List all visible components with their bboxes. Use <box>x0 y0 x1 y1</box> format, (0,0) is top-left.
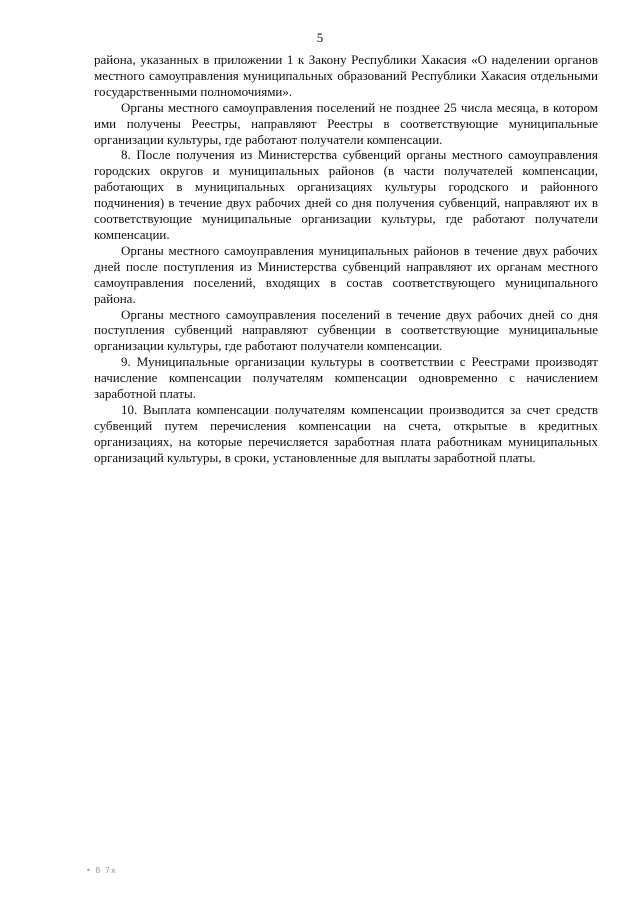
footer-scan-mark: • 8 7х <box>86 866 117 875</box>
paragraph-item-8: 8. После получения из Министерства субвенций органы местного самоуправления городских округов и муниципальных районов (в части получателей компенсации, работающих в муниципальных организациях культуры городского и районного подчинения) в течение двух рабочих дней со дня получения субвенций, направляют их в соответствующие муниципальные организации культуры, где работают получатели компенсации. <box>94 147 598 242</box>
paragraph-item-9: 9. Муниципальные организации культуры в соответствии с Реестрами производят начисление компенсации получателям компенсации одновременно с начислением заработной платы. <box>94 354 598 402</box>
paragraph-settlements-registers: Органы местного самоуправления поселений не позднее 25 числа месяца, в котором ими получены Реестры, направляют Реестры в соответствующие муниципальные организации культуры, где работают получатели компенсации. <box>94 99 598 147</box>
paragraph-item-10: 10. Выплата компенсации получателям компенсации производится за счет средств субвенций путем перечисления компенсации на счета, открытые в кредитных организациях, на которые перечисляется заработная плата работникам муниципальных организаций культуры, в сроки, установленные для выплаты заработной платы. <box>94 401 598 465</box>
paragraph-settlements-subventions: Органы местного самоуправления поселений в течение двух рабочих дней со дня поступления субвенций направляют субвенции в соответствующие муниципальные организации культуры, где работают получатели компенсации. <box>94 306 598 354</box>
page-number: 5 <box>316 30 324 45</box>
paragraph-continuation: района, указанных в приложении 1 к Закону Республики Хакасия «О наделении органов местного самоуправления муниципальных образований Республики Хакасия отдельными государственными полномочиями». <box>94 52 598 99</box>
paragraph-municipal-districts: Органы местного самоуправления муниципальных районов в течение двух рабочих дней после поступления из Министерства субвенций направляют их органам местного самоуправления поселений, входящих в состав соответствующего муниципального района. <box>94 242 598 306</box>
document-body <box>94 52 598 466</box>
